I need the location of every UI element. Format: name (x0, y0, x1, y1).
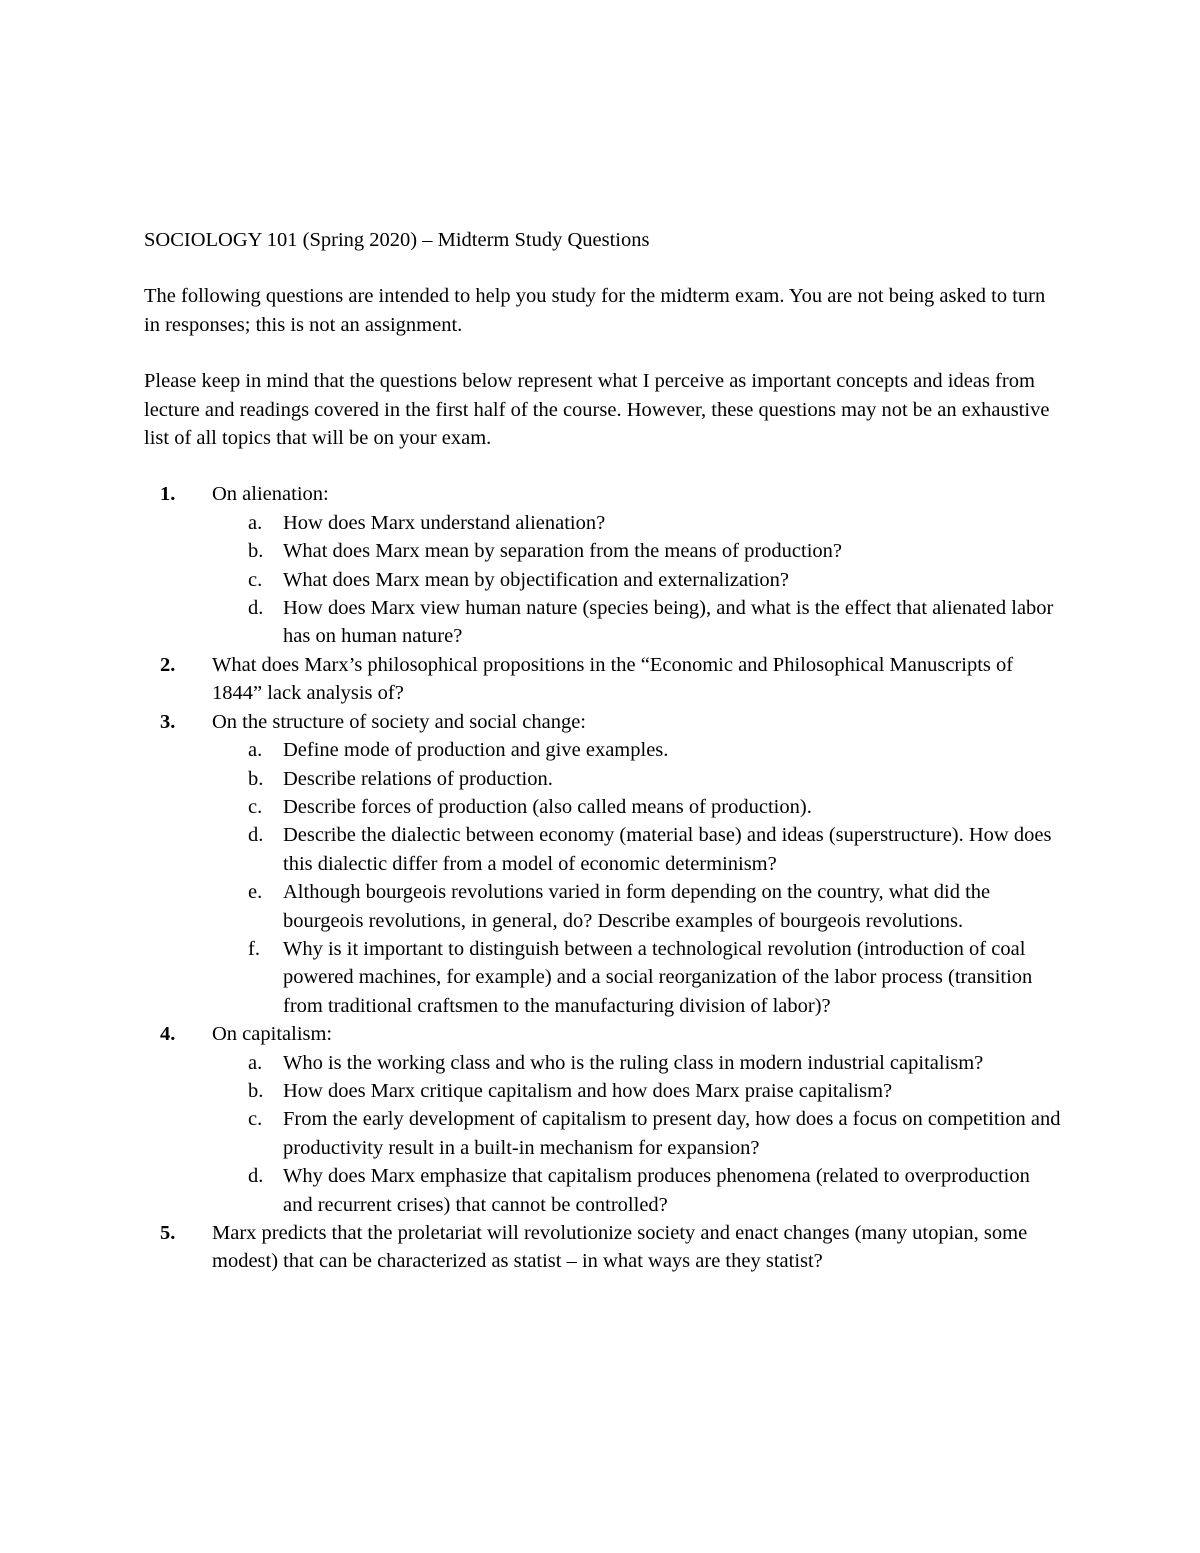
sub-question-text: What does Marx mean by separation from the means of production? (283, 540, 843, 563)
sub-question-letter: e. (248, 881, 263, 904)
sub-question-item (144, 821, 1064, 878)
sub-question-text: Why is it important to distinguish between a technological revolution (introduction of coal powered machines, for example) and a social reorganization of the labor process (transition from traditional craftsmen to the manufacturing division of labor)? (283, 937, 1033, 1017)
sub-question-list (212, 1049, 1064, 1219)
sub-question-letter: d. (248, 824, 264, 847)
document-body (144, 226, 1064, 1276)
question-item (144, 651, 1064, 708)
sub-question-item (144, 509, 1064, 537)
sub-question-list (212, 736, 1064, 1020)
question-number: 5. (160, 1222, 176, 1244)
sub-question-letter: c. (248, 795, 263, 818)
document-title: SOCIOLOGY 101 (Spring 2020) – Midterm Study Questions (144, 229, 650, 251)
sub-question-text: From the early development of capitalism to present day, how does a focus on competition and productivity result in a built-in mechanism for expansion? (283, 1108, 1061, 1159)
question-item (144, 1020, 1064, 1219)
sub-question-letter: d. (248, 597, 264, 620)
sub-question-text: Who is the working class and who is the ruling class in modern industrial capitalism? (283, 1051, 984, 1074)
question-number: 2. (160, 653, 176, 676)
sub-question-text: How does Marx understand alienation? (283, 511, 606, 534)
sub-question-item (144, 537, 1064, 565)
sub-question-item (144, 1049, 1064, 1077)
sub-question-letter: a. (248, 1051, 263, 1074)
sub-question-letter: d. (248, 1165, 264, 1188)
question-list (144, 480, 1064, 1275)
question-item (144, 1219, 1064, 1276)
question-text: On alienation: (212, 483, 329, 506)
question-item (144, 480, 1064, 650)
sub-question-letter: b. (248, 767, 264, 790)
sub-question-item (144, 1077, 1064, 1105)
sub-question-text: Although bourgeois revolutions varied in form depending on the country, what did the bourgeois revolutions, in general, do? Describe examples of bourgeois revolutions. (283, 881, 991, 932)
sub-question-letter: b. (248, 1079, 264, 1102)
sub-question-text: How does Marx view human nature (species being), and what is the effect that alienated labor has on human nature? (283, 597, 1054, 648)
sub-question-item (144, 878, 1064, 935)
sub-question-letter: c. (248, 568, 263, 591)
sub-question-item (144, 935, 1064, 1020)
intro-paragraph: Please keep in mind that the questions below represent what I perceive as important concepts and ideas from lecture and readings covered in the first half of the course. However, these questions may not be an exhaustive list of all topics that will be on your exam. (144, 370, 1050, 450)
sub-question-text: Define mode of production and give examples. (283, 739, 669, 762)
question-number: 4. (160, 1023, 176, 1046)
question-number: 1. (160, 483, 176, 506)
sub-question-text: Describe the dialectic between economy (material base) and ideas (superstructure). How does this dialectic differ from a model of economic determinism? (283, 824, 1052, 875)
sub-question-item (144, 566, 1064, 594)
sub-question-item (144, 793, 1064, 821)
question-item (144, 708, 1064, 1020)
question-text: What does Marx’s philosophical propositions in the “Economic and Philosophical Manuscripts of 1844” lack analysis of? (212, 653, 1014, 705)
sub-question-item (144, 736, 1064, 764)
sub-question-letter: a. (248, 511, 263, 534)
sub-question-item (144, 594, 1064, 651)
intro-paragraph: The following questions are intended to help you study for the midterm exam. You are not being asked to turn in responses; this is not an assignment. (144, 285, 1046, 336)
sub-question-text: Why does Marx emphasize that capitalism produces phenomena (related to overproduction and recurrent crises) that cannot be controlled? (283, 1165, 1030, 1216)
question-text: On capitalism: (212, 1023, 333, 1046)
sub-question-item (144, 765, 1064, 793)
sub-question-item (144, 1162, 1064, 1219)
question-number: 3. (160, 710, 176, 733)
sub-question-text: How does Marx critique capitalism and how does Marx praise capitalism? (283, 1079, 893, 1102)
sub-question-letter: f. (248, 937, 260, 960)
question-text: Marx predicts that the proletariat will revolutionize society and enact changes (many utopian, some modest) that can be characterized as statist – in what ways are they statist? (212, 1222, 1028, 1273)
question-text: On the structure of society and social change: (212, 710, 586, 733)
sub-question-letter: b. (248, 540, 264, 563)
sub-question-list (212, 509, 1064, 651)
sub-question-letter: a. (248, 739, 263, 762)
sub-question-text: What does Marx mean by objectification and externalization? (283, 568, 790, 591)
sub-question-item (144, 1105, 1064, 1162)
sub-question-text: Describe forces of production (also called means of production). (283, 795, 812, 818)
sub-question-text: Describe relations of production. (283, 767, 553, 790)
sub-question-letter: c. (248, 1108, 263, 1131)
